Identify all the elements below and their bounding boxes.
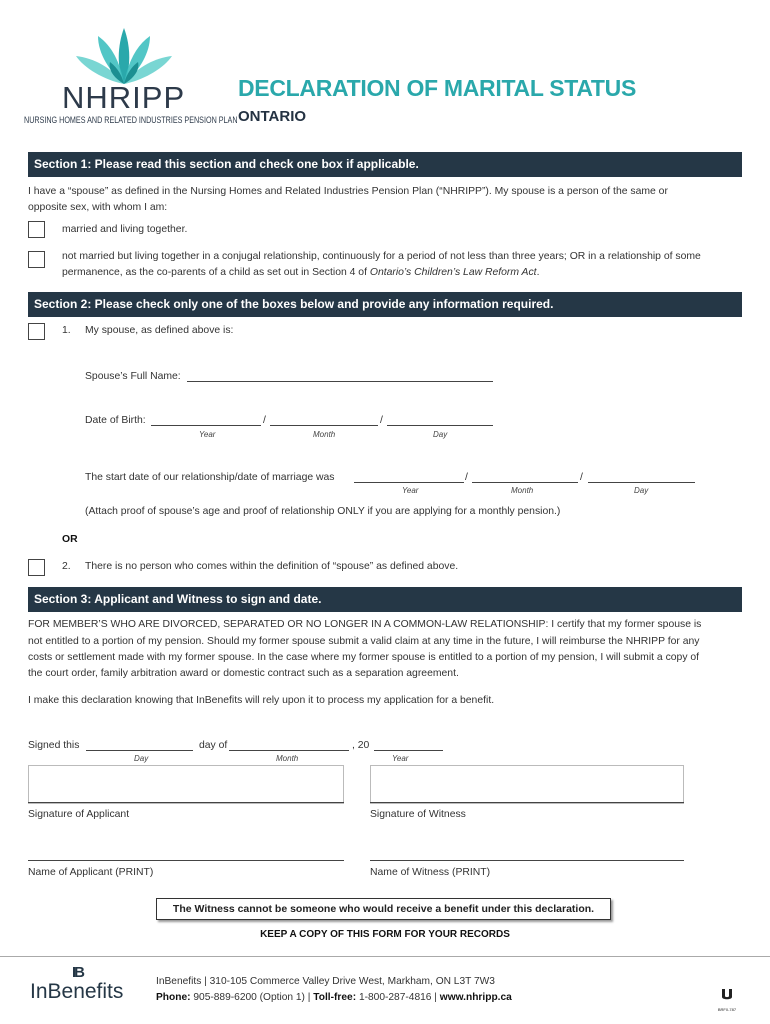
item1-text: My spouse, as defined above is: [85,325,234,336]
married-checkbox[interactable] [28,221,45,238]
spouse-name-label: Spouse’s Full Name: [85,371,181,382]
section2-heading: Section 2: Please check only one of the boxes below and provide any information required. [28,292,742,317]
comma-20-label: , 20 [352,740,370,751]
section1-heading: Section 1: Please read this section and check one box if applicable. [28,152,742,177]
dob-slash-2: / [380,415,383,426]
witness-signature-line [370,802,684,803]
signed-day-caption: Day [134,754,149,763]
inbenefits-logo [30,964,140,1008]
conjugal-label-1: not married but living together in a conjugal relationship, continuously for a period of not less than three years; OR in a relationship of some [62,251,701,262]
no-spouse-checkbox[interactable] [28,559,45,576]
footer-website[interactable]: www.nhripp.ca [439,992,512,1003]
footer-divider [0,956,770,957]
section3-para1-l1: FOR MEMBER’S WHO ARE DIVORCED, SEPARATED OR NO LONGER IN A COMMON-LAW RELATIONSHIP: I certify that my former spouse is [28,619,702,630]
start-year-caption: Year [402,486,419,495]
spouse-checkbox[interactable] [28,323,45,340]
keep-copy-note: KEEP A COPY OF THIS FORM FOR YOUR RECORDS [260,929,510,940]
section1-intro-2: opposite sex, with whom I am: [28,202,168,213]
signed-year-field[interactable] [374,750,443,751]
logo-tagline: NURSING HOMES AND RELATED INDUSTRIES PENSION PLAN [24,114,238,126]
dob-day-caption: Day [433,430,448,439]
sig-applicant-label: Signature of Applicant [28,809,130,820]
day-of-label: day of [199,740,228,751]
attach-note: (Attach proof of spouse’s age and proof of relationship ONLY if you are applying for a monthly pension.) [85,506,561,517]
union-bug-icon [720,988,734,1002]
lotus-icon [24,26,224,86]
conjugal-label-2: permanence, as the co-parents of a child as set out in Section 4 of Ontario’s Children’s Law Reform Act. [62,267,540,278]
applicant-name-field[interactable] [28,860,344,861]
start-slash-1: / [465,472,468,483]
dob-month-caption: Month [313,430,336,439]
dob-label: Date of Birth: [85,415,146,426]
signed-year-caption: Year [392,754,409,763]
witness-notice: The Witness cannot be someone who would receive a benefit under this declaration. [156,898,611,920]
section3-para1-l3: costs or settlement made with my former spouse. In the case where my former spouse is entitled to a portion of my pension, I will submit a copy of [28,652,700,663]
section3-heading: Section 3: Applicant and Witness to sign and date. [28,587,742,612]
sig-witness-label: Signature of Witness [370,809,466,820]
applicant-signature-box[interactable] [28,765,344,804]
union-bug [714,988,740,1012]
applicant-signature-line [28,802,344,803]
section3-para1-l4: the court order, family arbitration award or domestic contract such as a separation agreement. [28,668,459,679]
inbenefits-mark-icon: IB [72,964,83,981]
witness-signature-box[interactable] [370,765,684,804]
dob-month-field[interactable] [270,425,378,426]
page-title: DECLARATION OF MARITAL STATUS [238,75,637,101]
union-bug-code: BRF0-787 [717,1007,737,1012]
name-applicant-label: Name of Applicant (PRINT) [28,867,154,878]
spouse-name-field[interactable] [187,381,493,382]
signed-month-caption: Month [276,754,299,763]
dob-year-field[interactable] [151,425,261,426]
start-day-field[interactable] [588,482,695,483]
nhripp-logo [24,26,238,126]
item2-number: 2. [62,561,71,572]
dob-day-field[interactable] [387,425,493,426]
start-day-caption: Day [634,486,649,495]
start-month-caption: Month [511,486,534,495]
section3-para2: I make this declaration knowing that InBenefits will rely upon it to process my application for a benefit. [28,695,495,706]
item2-text: There is no person who comes within the definition of “spouse” as defined above. [85,561,459,572]
married-label: married and living together. [62,224,188,235]
page-subtitle: ONTARIO [238,108,307,125]
act-name: Ontario’s Children’s Law Reform Act [369,267,537,278]
dob-year-caption: Year [199,430,216,439]
dob-slash-1: / [263,415,266,426]
or-label: OR [62,534,78,545]
footer-address: InBenefits | 310-105 Commerce Valley Drive West, Markham, ON L3T 7W3 [156,976,495,987]
start-date-label: The start date of our relationship/date of marriage was [85,472,335,483]
start-year-field[interactable] [354,482,464,483]
start-slash-2: / [580,472,583,483]
logo-wordmark: NHRIPP [62,80,186,115]
footer-contact: Phone: 905-889-6200 (Option 1) | Toll-free: 1-800-287-4816 | www.nhripp.ca [156,992,512,1003]
conjugal-checkbox[interactable] [28,251,45,268]
inbenefits-wordmark: InBenefits [30,980,124,1003]
signed-day-field[interactable] [86,750,193,751]
section3-para1-l2: not entitled to a portion of my pension. Should my former spouse submit a valid claim at any time in the future, I will reimburse the NHRIPP for any [28,636,700,647]
witness-name-field[interactable] [370,860,684,861]
item1-number: 1. [62,325,71,336]
section1-intro-1: I have a “spouse” as defined in the Nursing Homes and Related Industries Pension Plan (“NHRIPP”). My spouse is a person of the same or [28,186,668,197]
signed-this-label: Signed this [28,740,80,751]
name-witness-label: Name of Witness (PRINT) [370,867,491,878]
signed-month-field[interactable] [229,750,349,751]
start-month-field[interactable] [472,482,578,483]
